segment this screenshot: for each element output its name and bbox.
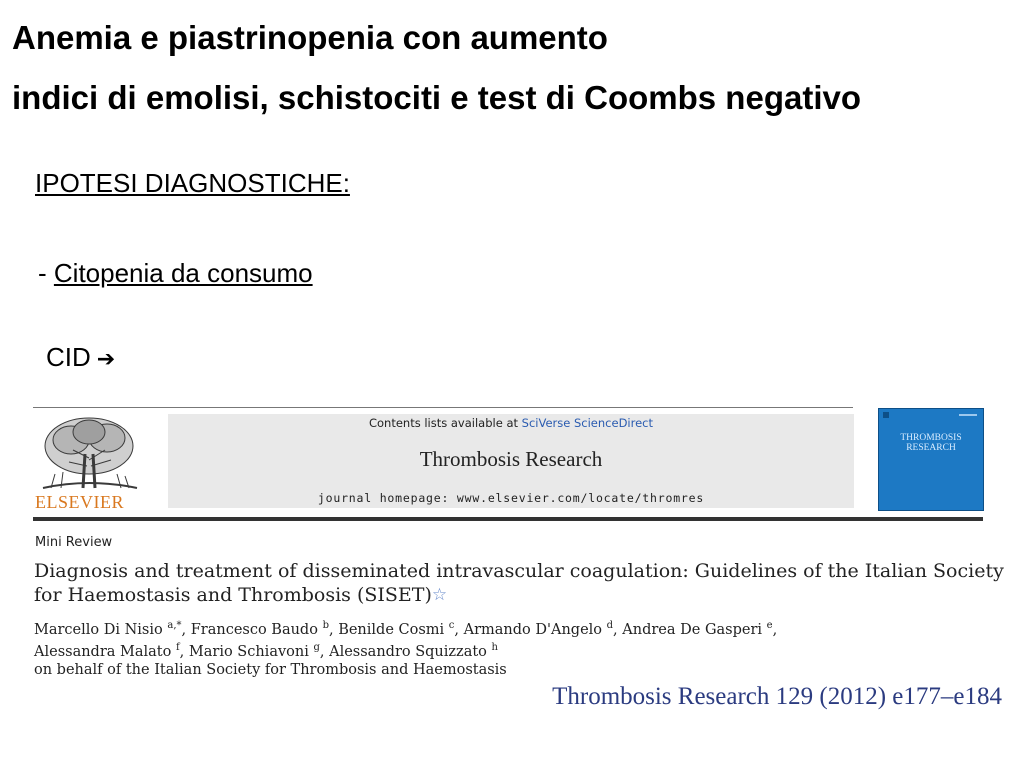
article-authors: Marcello Di Nisio $^{a,*}$, Francesco Baudo $^b$, Benilde Cosmi $^c$, Armando D'Angelo $^d$, Andrea De Gasperi $^e$, Alessandra Malato $^f$, Mario Schiavoni $^g$, Alessandro Squizzato $^h$ on behalf of the Italian Society for Thrombosis and Haemostasis <box>34 620 778 678</box>
bullet-link-text[interactable]: Citopenia da consumo <box>53 258 313 288</box>
author-affiliation: b <box>322 620 329 631</box>
cid-item <box>46 342 115 373</box>
author-affiliation: a,* <box>167 620 182 631</box>
author-affiliation: c <box>448 620 455 631</box>
article-top-divider <box>33 407 853 408</box>
sciencedirect-link[interactable]: SciVerse ScienceDirect <box>521 416 654 430</box>
slide-title-line-2: indici di emolisi, schistociti e test di Coombs negativo <box>12 79 861 116</box>
author-affiliation: e <box>766 620 773 631</box>
journal-cover <box>878 408 984 511</box>
article-title <box>34 559 1014 607</box>
author-affiliation: h <box>491 641 498 653</box>
section-heading: IPOTESI DIAGNOSTICHE: <box>35 168 350 198</box>
cid-label: CID <box>46 342 91 372</box>
author: Alessandra Malato <box>34 643 172 660</box>
cover-title-line-2: RESEARCH <box>906 443 956 453</box>
author: Benilde Cosmi <box>338 621 445 638</box>
bullet-item <box>38 258 313 289</box>
journal-banner <box>168 414 854 508</box>
author: Francesco Baudo <box>190 621 318 638</box>
cover-title <box>879 433 983 453</box>
star-outline-icon: ☆ <box>431 585 448 605</box>
article-thick-divider <box>33 517 983 521</box>
elsevier-wordmark: ELSEVIER <box>35 492 124 512</box>
author: Andrea De Gasperi <box>622 621 763 638</box>
journal-citation: Thrombosis Research 129 (2012) e177–e184 <box>552 683 1002 710</box>
author: Alessandro Squizzato <box>329 643 487 660</box>
author-affiliation: f <box>175 641 180 653</box>
bullet-dash: - <box>38 258 54 288</box>
contents-line <box>168 416 854 430</box>
article-title-text: Diagnosis and treatment of disseminated intravascular coagulation: Guidelines of the Italian Society for Haemostasis and Thrombosis (SISET) <box>34 560 1004 606</box>
contents-prefix: Contents lists available at <box>368 416 522 430</box>
journal-name: Thrombosis Research <box>419 447 603 471</box>
slide-title-line-1: Anemia e piastrinopenia con aumento <box>12 19 608 56</box>
journal-homepage: journal homepage: www.elsevier.com/locate/thromres <box>317 491 705 505</box>
cover-header-icon <box>879 409 983 423</box>
on-behalf-line: on behalf of the Italian Society for Thrombosis and Haemostasis <box>34 661 507 678</box>
author: Mario Schiavoni <box>188 643 309 660</box>
author-affiliation: g <box>313 641 320 653</box>
cover-title-line-1: THROMBOSIS <box>900 433 962 443</box>
author-affiliation: d <box>606 620 614 631</box>
right-arrow-icon: ➔ <box>96 347 116 372</box>
article-type: Mini Review <box>35 535 113 550</box>
author: Armando D'Angelo <box>463 621 603 638</box>
author: Marcello Di Nisio <box>34 621 163 638</box>
